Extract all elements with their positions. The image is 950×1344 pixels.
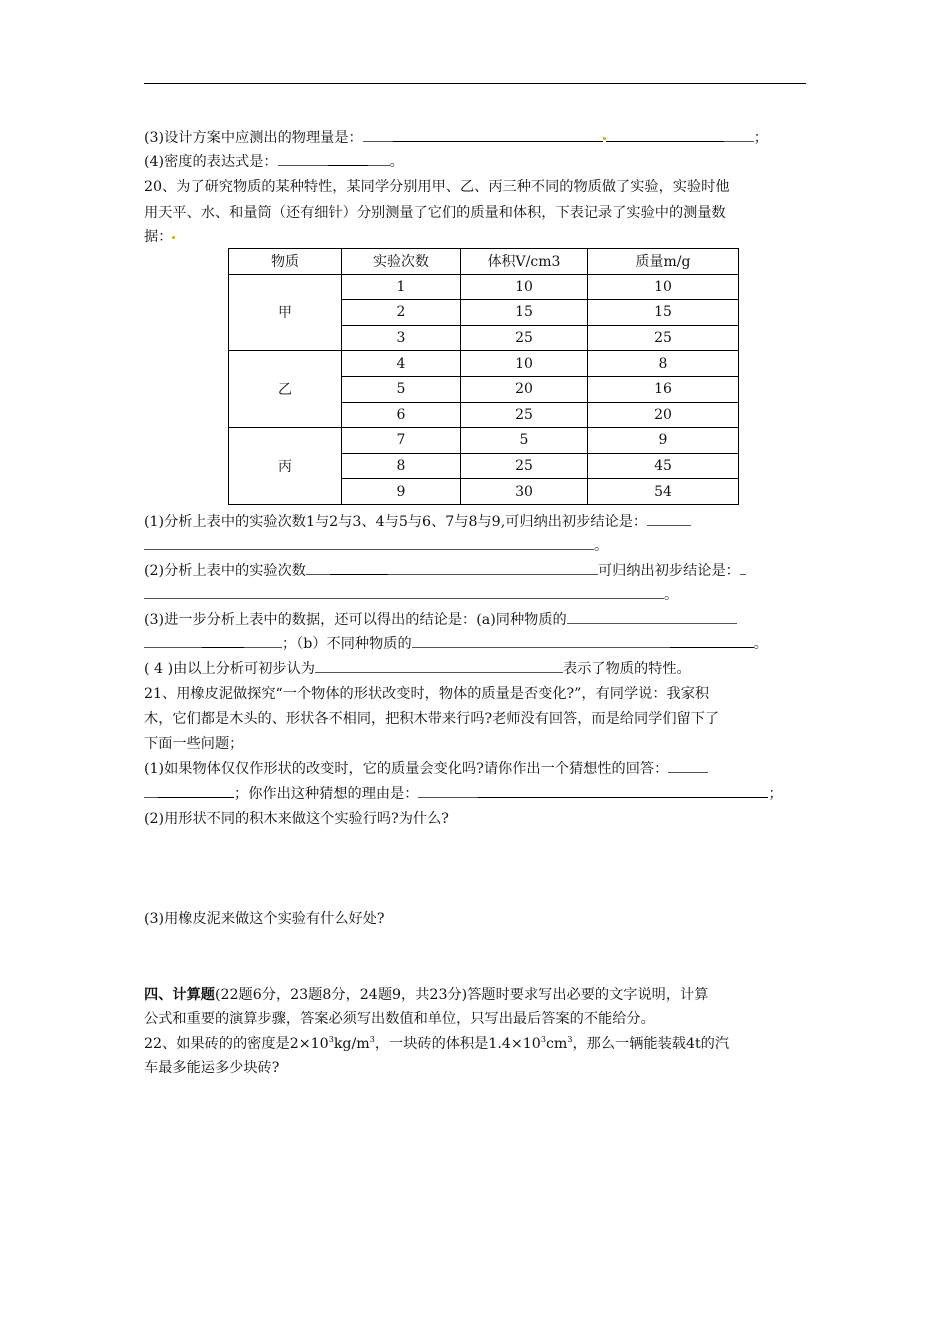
- answer-blank[interactable]: [158, 783, 234, 798]
- q19-item3: (3)设计方案中应测出的物理量是： ；: [144, 127, 768, 149]
- table-cell: 8: [342, 453, 461, 479]
- table-cell: 25: [461, 325, 588, 351]
- table-cell: 30: [461, 479, 588, 505]
- section-title: 四、计算题: [144, 987, 215, 1003]
- table-cell: 10: [588, 274, 739, 300]
- table-cell: 8: [588, 351, 739, 377]
- q21-part1-cont: ；你作出这种猜想的理由是： ；: [144, 783, 783, 805]
- table-cell: 3: [342, 325, 461, 351]
- measurement-table: [228, 248, 739, 505]
- table-cell: 25: [461, 402, 588, 428]
- q20-part3-cont: ；（b）不同种物质的 。: [144, 633, 768, 655]
- header-cell: 物质: [229, 249, 342, 275]
- q20-stem-line2: 用天平、水、和量筒（还有细针）分别测量了它们的质量和体积，下表记录了实验中的测量数: [144, 205, 726, 221]
- q22-line2: 车最多能运多少块砖?: [144, 1060, 280, 1076]
- table-cell: 10: [461, 274, 588, 300]
- q21-stem-line1: 21、用橡皮泥做探究“一个物体的形状改变时，物体的质量是否变化?”，有同学说：我家积: [144, 686, 710, 702]
- table-cell: 6: [342, 402, 461, 428]
- answer-blank[interactable]: [144, 535, 594, 550]
- section4-heading: 四、计算题(22题6分，23题8分，24题9，共23分)答题时要求写出必要的文字说明，计算: [144, 987, 709, 1003]
- header-cell: 实验次数: [342, 249, 461, 275]
- q20-part2: (2)分析上表中的实验次数 可归纳出初步结论是：: [144, 560, 746, 582]
- answer-blank[interactable]: [368, 151, 390, 166]
- table-cell: 20: [588, 402, 739, 428]
- q21-part3: (3)用橡皮泥来做这个实验有什么好处?: [144, 911, 385, 927]
- q21-part2: (2)用形状不同的积木来做这个实验行吗?为什么?: [144, 811, 449, 827]
- answer-blank[interactable]: [330, 560, 388, 575]
- q21-stem-line3: 下面一些问题；: [144, 736, 244, 752]
- answer-blank[interactable]: [647, 511, 691, 526]
- table-cell: 10: [461, 351, 588, 377]
- substance-cell: 乙: [229, 351, 342, 428]
- q19-item4: (4)密度的表达式是： 。: [144, 151, 404, 173]
- table-header-row: [229, 249, 739, 275]
- table-cell: 7: [342, 428, 461, 454]
- answer-blank[interactable]: [393, 127, 603, 142]
- table-row: [229, 274, 739, 300]
- answer-blank[interactable]: [418, 783, 478, 798]
- answer-blank[interactable]: [670, 633, 754, 648]
- table-cell: 1: [342, 274, 461, 300]
- q20-stem-line1: 20、为了研究物质的某种特性，某同学分别用甲、乙、丙三种不同的物质做了实验，实验时他: [144, 179, 730, 195]
- answer-blank[interactable]: [740, 560, 746, 575]
- header-rule: [144, 83, 806, 84]
- answer-blank[interactable]: [567, 609, 737, 624]
- table-cell: 4: [342, 351, 461, 377]
- q20-part2-cont: 。: [144, 584, 678, 606]
- answer-blank[interactable]: [363, 127, 393, 142]
- answer-blank[interactable]: [668, 758, 708, 773]
- table-cell: 16: [588, 376, 739, 402]
- answer-blank[interactable]: [144, 783, 158, 798]
- answer-blank[interactable]: [144, 633, 202, 648]
- table-cell: 5: [342, 376, 461, 402]
- q20-part1-cont: 。: [144, 535, 608, 557]
- table-cell: 5: [461, 428, 588, 454]
- q21-stem-line2: 木，它们都是木头的、形状各不相同，把积木带来行吗?老师没有回答，而是给同学们留下了: [144, 711, 720, 727]
- answer-blank[interactable]: [144, 584, 664, 599]
- answer-blank[interactable]: [388, 560, 598, 575]
- section4-desc-line2: 公式和重要的演算步骤，答案必须写出数值和单位，只写出最后答案的不能给分。: [144, 1011, 655, 1027]
- q20-part3: (3)进一步分析上表中的数据，还可以得出的结论是：(a)同种物质的: [144, 609, 737, 631]
- table-cell: 25: [588, 325, 739, 351]
- q21-part1: (1)如果物体仅仅作形状的改变时，它的质量会变化吗?请你作出一个猜想性的回答：: [144, 758, 708, 780]
- table-cell: 20: [461, 376, 588, 402]
- table-cell: 15: [588, 300, 739, 326]
- answer-blank[interactable]: [478, 783, 768, 798]
- table-cell: 2: [342, 300, 461, 326]
- answer-blank[interactable]: [278, 151, 328, 166]
- q20-part4: ( 4 )由以上分析可初步认为 表示了物质的特性。: [144, 658, 691, 680]
- answer-blank[interactable]: [606, 127, 724, 142]
- substance-cell: 丙: [229, 428, 342, 505]
- answer-blank[interactable]: [328, 151, 368, 166]
- table-cell: 54: [588, 479, 739, 505]
- table-cell: 25: [461, 453, 588, 479]
- q20-part1: (1)分析上表中的实验次数1与2与3、4与5与6、7与8与9,可归纳出初步结论是：: [144, 511, 691, 533]
- header-cell: 质量m/g: [588, 249, 739, 275]
- q20-stem-line3: 据：: [144, 226, 175, 248]
- answer-blank[interactable]: [306, 560, 330, 575]
- table-cell: 9: [342, 479, 461, 505]
- substance-cell: 甲: [229, 274, 342, 351]
- table-cell: 45: [588, 453, 739, 479]
- answer-blank[interactable]: [315, 658, 563, 673]
- table-row: [229, 428, 739, 454]
- header-cell: 体积V/cm3: [461, 249, 588, 275]
- table-cell: 9: [588, 428, 739, 454]
- table-row: [229, 351, 739, 377]
- answer-blank[interactable]: [412, 633, 670, 648]
- q22-line1: 22、如果砖的的密度是$2\times 10^3kg/m^3$，一块砖的体积是$1.4\times 10^3cm^3$，那么一辆能装载4t的汽: [144, 1035, 730, 1052]
- answer-blank[interactable]: [202, 633, 244, 648]
- answer-blank[interactable]: [724, 127, 754, 142]
- table-cell: 15: [461, 300, 588, 326]
- answer-blank[interactable]: [244, 633, 282, 648]
